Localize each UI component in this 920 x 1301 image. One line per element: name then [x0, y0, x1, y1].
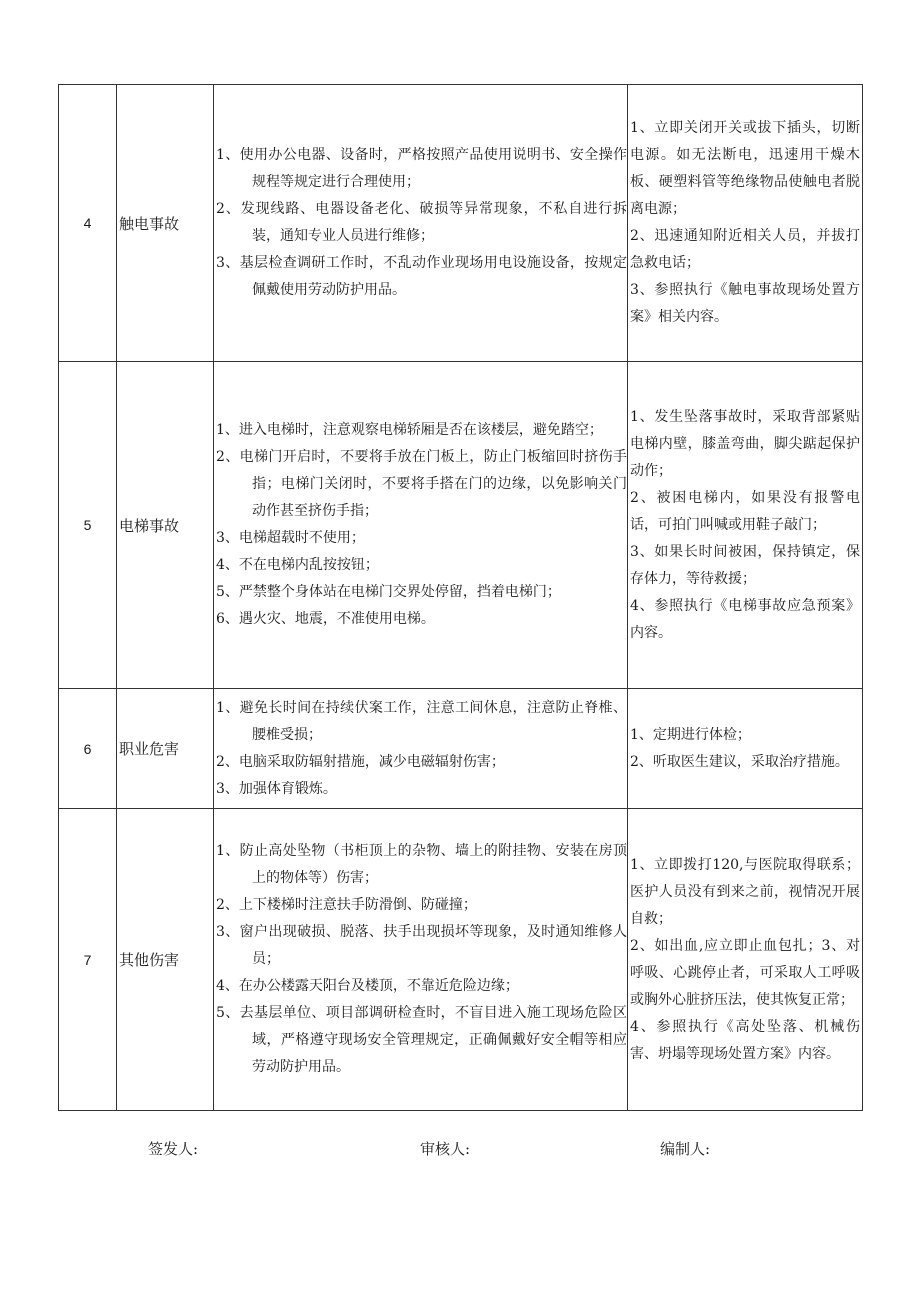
response-item: 3、如果长时间被困，保持镇定，保存体力，等待救援； [630, 543, 860, 587]
hazard-type: 触电事故 [117, 85, 214, 362]
response-item: 2、迅速通知附近相关人员，并拔打急救电话； [630, 228, 860, 271]
row-number: 5 [59, 362, 117, 689]
measure-item: 2、上下楼梯时注意扶手防滑倒、防碰撞； [216, 897, 477, 913]
emergency-response [628, 809, 863, 1111]
preventive-measures [214, 85, 628, 362]
emergency-response [628, 85, 863, 362]
measure-item: 5、严禁整个身体站在电梯门交界处停留，挡着电梯门； [216, 584, 561, 600]
response-item: 2、听取医生建议，采取治疗措施。 [630, 753, 849, 770]
measure-item: 2、电梯门开启时，不要将手放在门板上，防止门板缩回时挤伤手指；电梯门关闭时，不要将手搭在门的边缘，以免影响关门动作甚至挤伤手指； [216, 449, 627, 519]
preventive-measures [214, 809, 628, 1111]
measure-item: 3、基层检查调研工作时，不乱动作业现场用电设施设备，按规定佩戴使用劳动防护用品。 [216, 255, 627, 298]
table-row [59, 362, 863, 689]
measure-item: 1、使用办公电器、设备时，严格按照产品使用说明书、安全操作规程等规定进行合理使用； [216, 147, 627, 190]
response-item: 1、定期进行体检； [630, 726, 751, 743]
measure-item: 5、去基层单位、项目部调研检查时，不盲目进入施工现场危险区域，严格遵守现场安全管理规定，正确佩戴好安全帽等相应劳动防护用品。 [216, 1005, 627, 1075]
measure-item: 3、窗户出现破损、脱落、扶手出现损坏等现象，及时通知维修人员； [216, 924, 627, 967]
measure-item: 1、防止高处坠物（书柜顶上的杂物、墙上的附挂物、安装在房顶上的物体等）伤害； [216, 843, 627, 886]
measure-item: 2、发现线路、电器设备老化、破损等异常现象，不私自进行拆装，通知专业人员进行维修； [216, 201, 627, 244]
response-item: 4、参照执行《电梯事故应急预案》内容。 [630, 597, 860, 641]
hazard-type: 其他伤害 [117, 809, 214, 1111]
response-item: 2、被困电梯内，如果没有报警电话，可拍门叫喊或用鞋子敲门； [630, 489, 860, 533]
response-item: 1、立即关闭开关或拔下插头，切断电源。如无法断电，迅速用干燥木板、硬塑料管等绝缘物品使触电者脱离电源； [630, 120, 860, 217]
row-number: 4 [59, 85, 117, 362]
row-number: 6 [59, 689, 117, 809]
table-row [59, 809, 863, 1111]
response-item: 2、如出血,应立即止血包扎；3、对呼吸、心跳停止者，可采取人工呼吸或胸外心脏挤压法，使其恢复正常； [630, 937, 860, 1008]
issuer-signature-label: 签发人: [148, 1140, 199, 1158]
table-row [59, 689, 863, 809]
compiler-signature-label: 编制人: [660, 1140, 711, 1158]
safety-measures-table [58, 84, 863, 1111]
measure-item: 1、避免长时间在持续伏案工作，注意工间休息，注意防止脊椎、腰椎受损； [216, 699, 627, 743]
response-item: 1、发生坠落事故时，采取背部紧贴电梯内壁，膝盖弯曲，脚尖踮起保护动作； [630, 408, 860, 479]
measure-item: 4、在办公楼露天阳台及楼顶，不靠近危险边缘； [216, 978, 519, 994]
measure-item: 6、遇火灾、地震，不准使用电梯。 [216, 611, 435, 627]
preventive-measures [214, 689, 628, 809]
row-number: 7 [59, 809, 117, 1111]
emergency-response [628, 362, 863, 689]
response-item: 4、参照执行《高处坠落、机械伤害、坍塌等现场处置方案》内容。 [630, 1018, 860, 1062]
reviewer-signature-label: 审核人: [420, 1140, 471, 1158]
measure-item: 4、不在电梯内乱按按钮； [216, 557, 379, 573]
table-row [59, 85, 863, 362]
measure-item: 2、电脑采取防辐射措施，减少电磁辐射伤害； [216, 753, 505, 770]
hazard-type: 电梯事故 [117, 362, 214, 689]
response-item: 1、立即拨打120,与医院取得联系；医护人员没有到来之前，视情况开展自救； [630, 856, 860, 927]
response-item: 3、参照执行《触电事故现场处置方案》相关内容。 [630, 282, 860, 325]
measure-item: 1、进入电梯时，注意观察电梯轿厢是否在该楼层，避免踏空； [216, 422, 603, 438]
hazard-type: 职业危害 [117, 689, 214, 809]
preventive-measures [214, 362, 628, 689]
table-body [59, 85, 863, 1111]
measure-item: 3、电梯超载时不使用； [216, 530, 365, 546]
emergency-response [628, 689, 863, 809]
measure-item: 3、加强体育锻炼。 [216, 780, 337, 797]
